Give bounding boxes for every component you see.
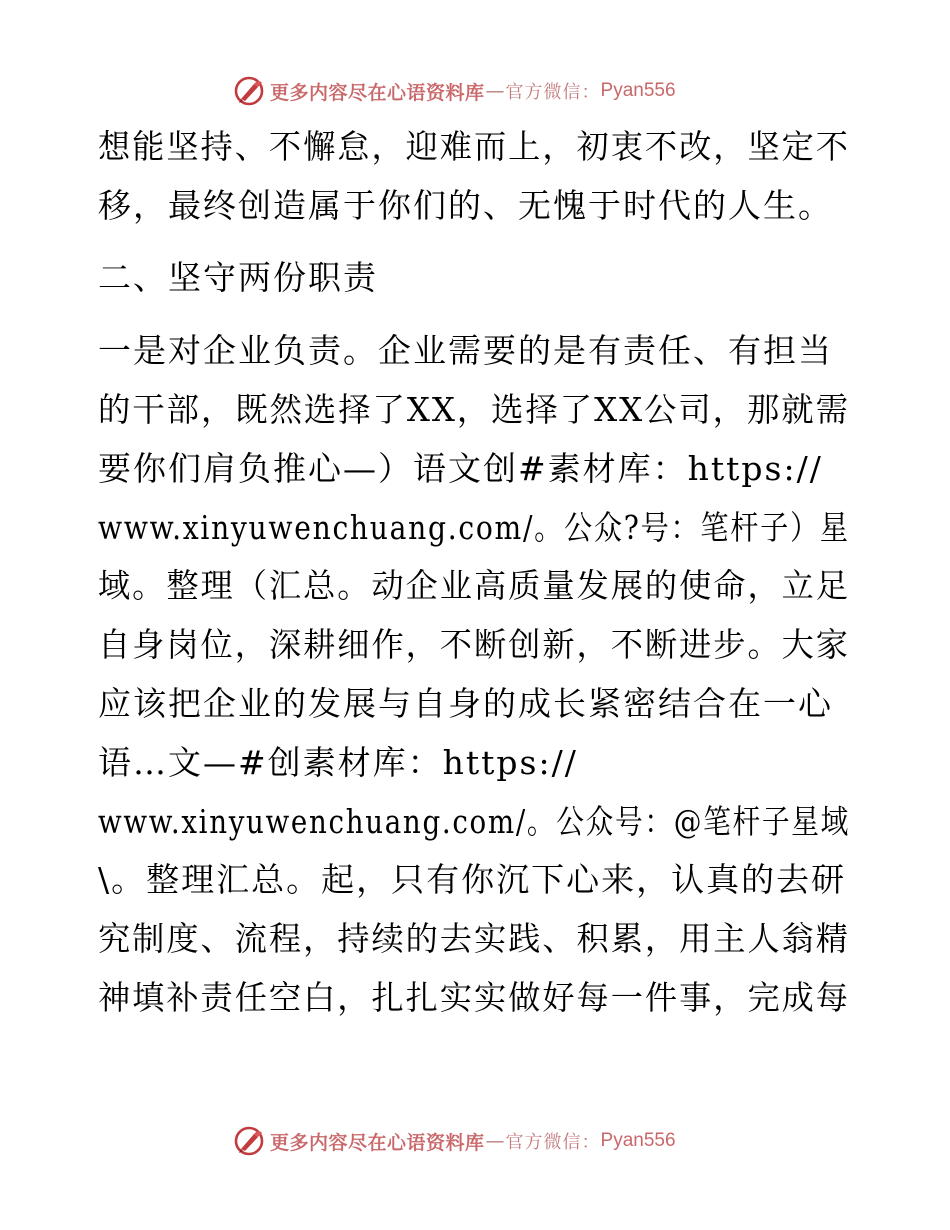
- header-banner-dash: —: [485, 80, 505, 102]
- footer-banner-dash: —: [485, 1130, 505, 1152]
- body-line: 想能坚持、不懈怠，迎难而上，初衷不改，坚定不: [98, 127, 850, 166]
- pen-logo-icon: [232, 1124, 266, 1158]
- body-line: \。整理汇总。起，只有你沉下心来，认真的去研: [98, 860, 847, 899]
- body-line: 应该把企业的发展与自身的成长紧密结合在一心: [98, 684, 833, 723]
- body-line: www.xinyuwenchuang.com/。公众?号：笔杆子）星: [98, 508, 850, 547]
- body-line: 一是对企业负责。企业需要的是有责任、有担当: [98, 331, 833, 370]
- body-line: 究制度、流程，持续的去实践、积累，用主人翁精: [98, 919, 850, 958]
- body-line: www.xinyuwenchuang.com/。公众号：@笔杆子星域: [98, 802, 850, 841]
- header-banner-wechat-id: Pyan556: [600, 80, 676, 101]
- body-line: 神填补责任空白，扎扎实实做好每一件事，完成每: [98, 978, 850, 1017]
- footer-banner-content: [232, 1124, 676, 1158]
- footer-banner: [0, 1120, 950, 1160]
- footer-banner-wechat-id: Pyan556: [600, 1130, 676, 1151]
- body-line: 语…文—#创素材库：https://: [98, 743, 578, 782]
- body-line: 域。整理（汇总。动企业高质量发展的使命，立足: [98, 566, 850, 605]
- body-line: 要你们肩负推心—）语文创#素材库：https://: [98, 449, 823, 488]
- footer-banner-main-text: 更多内容尽在心语资料库: [270, 1131, 485, 1154]
- body-line: 的干部，既然选择了XX，选择了XX公司，那就需: [98, 390, 850, 429]
- header-banner-main-text: 更多内容尽在心语资料库: [270, 81, 485, 104]
- header-banner-wechat-label: 官方微信：: [505, 82, 601, 103]
- body-line: 自身岗位，深耕细作，不断创新，不断进步。大家: [98, 625, 850, 664]
- header-banner-content: [232, 74, 676, 108]
- section-heading: 二、坚守两份职责: [98, 258, 378, 297]
- footer-banner-wechat-label: 官方微信：: [505, 1132, 601, 1153]
- header-banner: [0, 70, 950, 110]
- pen-logo-icon: [232, 74, 266, 108]
- body-line: 移，最终创造属于你们的、无愧于时代的人生。: [98, 186, 833, 225]
